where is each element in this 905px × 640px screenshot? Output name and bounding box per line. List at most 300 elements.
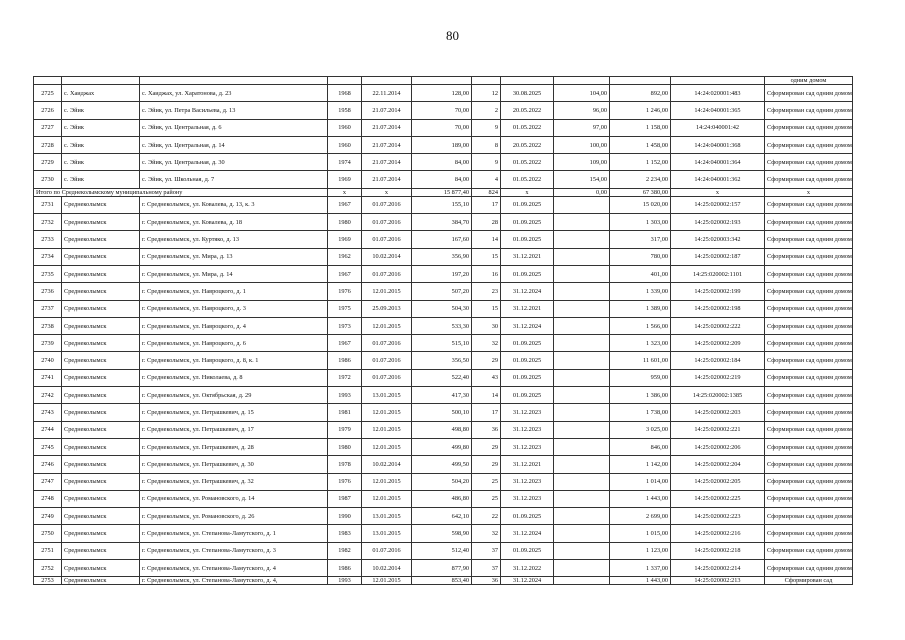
recognition-date-cell: 01.07.2016 (362, 265, 412, 282)
status-cell: Сформирован сад одним домом (765, 369, 853, 386)
status-cell: Сформирован сад одним домом (765, 248, 853, 265)
cost-per-m2-cell (554, 542, 610, 559)
build-year-cell: 1960 (328, 136, 362, 153)
cost-cell: 2 234,00 (610, 171, 671, 188)
residents-cell: 23 (472, 283, 501, 300)
area-cell: 384,70 (412, 214, 472, 231)
status-cell: Сформирован сад одним домом (765, 102, 853, 119)
address-cell: г. Среднеколымск, ул. Степанова-Ламутского, д. 1 (140, 525, 328, 542)
deadline-cell: 31.12.2021 (501, 300, 554, 317)
row-number-cell: 2733 (34, 231, 62, 248)
deadline-cell: 01.09.2025 (501, 352, 554, 369)
cost-cell: 846,00 (610, 438, 671, 455)
residents-cell: 9 (472, 154, 501, 171)
deadline-cell: 01.09.2025 (501, 542, 554, 559)
deadline-cell: 01.09.2025 (501, 387, 554, 404)
recognition-date-cell: 12.01.2015 (362, 438, 412, 455)
cadastral-number-cell: 14:25:020002:184 (671, 352, 765, 369)
cadastral-number-cell: 14:25:020002:221 (671, 421, 765, 438)
row-number-cell: 2739 (34, 335, 62, 352)
locality-cell: Среднеколымск (62, 317, 140, 334)
residents-cell: 37 (472, 542, 501, 559)
deadline-cell: 31.12.2023 (501, 404, 554, 421)
cost-cell: 780,00 (610, 248, 671, 265)
recognition-date-cell: 12.01.2015 (362, 421, 412, 438)
residents-cell: 29 (472, 438, 501, 455)
status-cell: Сформирован сад одним домом (765, 404, 853, 421)
locality-cell: с. Хаиджах (62, 85, 140, 102)
build-year-cell: 1969 (328, 231, 362, 248)
area-cell: 417,30 (412, 387, 472, 404)
cost-per-m2-cell (554, 369, 610, 386)
cost-per-m2-cell: 97,00 (554, 119, 610, 136)
locality-cell: Среднеколымск (62, 265, 140, 282)
table-row (34, 214, 853, 231)
locality-cell: Среднеколымск (62, 231, 140, 248)
recognition-date-cell: 21.07.2014 (362, 119, 412, 136)
deadline-cell: 31.12.2023 (501, 473, 554, 490)
area-cell: 70,00 (412, 102, 472, 119)
cost-cell: 3 025,00 (610, 421, 671, 438)
recognition-date-cell: 22.11.2014 (362, 85, 412, 102)
recognition-date-cell: 12.01.2015 (362, 490, 412, 507)
cost-cell: 1 246,00 (610, 102, 671, 119)
cost-cell: 1 458,00 (610, 136, 671, 153)
cost-cell: 1 303,00 (610, 214, 671, 231)
area-cell: 356,90 (412, 248, 472, 265)
recognition-date-cell: 13.01.2015 (362, 508, 412, 525)
residents-cell: 22 (472, 508, 501, 525)
build-year-cell: 1975 (328, 300, 362, 317)
table-row (34, 300, 853, 317)
area-cell: 70,00 (412, 119, 472, 136)
residents-cell: 29 (472, 352, 501, 369)
cadastral-number-cell: 14:25:020002:193 (671, 214, 765, 231)
locality-cell: Среднеколымск (62, 300, 140, 317)
cost-per-m2-cell: 100,00 (554, 136, 610, 153)
recognition-date-cell: 21.07.2014 (362, 171, 412, 188)
deadline-cell: 20.05.2022 (501, 102, 554, 119)
recognition-date-cell: 10.02.2014 (362, 456, 412, 473)
area-cell: 642,10 (412, 508, 472, 525)
row-number-cell: 2730 (34, 171, 62, 188)
cost-per-m2-cell (554, 335, 610, 352)
cost-cell: 1 339,00 (610, 283, 671, 300)
cost-per-m2-cell (554, 214, 610, 231)
area-cell: 522,40 (412, 369, 472, 386)
address-cell: г. Среднеколымск, ул. Ковалева, д. 18 (140, 214, 328, 231)
address-cell: г. Среднеколымск, ул. Навроцкого, д. 1 (140, 283, 328, 300)
deadline-cell: 01.09.2025 (501, 335, 554, 352)
area-cell: 512,40 (412, 542, 472, 559)
table-row (34, 335, 853, 352)
area-cell: 486,80 (412, 490, 472, 507)
residents-cell: 28 (472, 214, 501, 231)
residents-cell: 2 (472, 102, 501, 119)
deadline-cell: 31.12.2022 (501, 560, 554, 577)
status-cell: Сформирован сад одним домом (765, 421, 853, 438)
deadline-cell: 01.09.2025 (501, 265, 554, 282)
address-cell: г. Среднеколымск, ул. Навроцкого, д. 6 (140, 335, 328, 352)
row-number-cell: 2735 (34, 265, 62, 282)
table-row (34, 456, 853, 473)
residents-cell: 14 (472, 231, 501, 248)
recognition-date-cell: 21.07.2014 (362, 154, 412, 171)
area-cell: 84,00 (412, 154, 472, 171)
cost-cell: 1 386,00 (610, 387, 671, 404)
row-number-cell: 2732 (34, 214, 62, 231)
cost-per-m2-cell (554, 438, 610, 455)
cost-cell: 2 699,00 (610, 508, 671, 525)
table-row (34, 525, 853, 542)
address-cell: г. Среднеколымск, ул. Романовского, д. 26 (140, 508, 328, 525)
area-cell: 84,00 (412, 171, 472, 188)
row-number-cell: 2753 (34, 577, 62, 585)
deadline-cell: 01.09.2025 (501, 231, 554, 248)
row-number-cell: 2750 (34, 525, 62, 542)
build-year-cell: 1980 (328, 438, 362, 455)
locality-cell: Среднеколымск (62, 560, 140, 577)
status-cell: Сформирован сад одним домом (765, 387, 853, 404)
cost-cell: 15 020,00 (610, 196, 671, 213)
status-cell: Сформирован сад одним домом (765, 438, 853, 455)
total-row (34, 188, 853, 196)
total-cadastral-cell: x (671, 188, 765, 196)
page-number: 80 (446, 28, 459, 43)
deadline-cell: 31.12.2024 (501, 317, 554, 334)
cadastral-number-cell: 14:24:040001:365 (671, 102, 765, 119)
address-cell: г. Среднеколымск, ул. Петрашкевич, д. 28 (140, 438, 328, 455)
cadastral-number-cell: 14:25:020002:199 (671, 283, 765, 300)
table-row (34, 542, 853, 559)
area-cell: 356,50 (412, 352, 472, 369)
recognition-date-cell: 01.07.2016 (362, 335, 412, 352)
cost-per-m2-cell (554, 387, 610, 404)
build-year-cell: 1980 (328, 214, 362, 231)
recognition-date-cell: 01.07.2016 (362, 214, 412, 231)
address-cell: г. Среднеколымск, ул. Степанова-Ламутского, д. 4, (140, 577, 328, 585)
cost-per-m2-cell: 96,00 (554, 102, 610, 119)
recognition-date-cell: 13.01.2015 (362, 525, 412, 542)
cadastral-number-cell: 14:25:020002:206 (671, 438, 765, 455)
locality-cell: Среднеколымск (62, 421, 140, 438)
recognition-date-cell: 01.07.2016 (362, 352, 412, 369)
status-cell: Сформирован сад одним домом (765, 352, 853, 369)
cost-per-m2-cell (554, 231, 610, 248)
cost-cell: 1 015,00 (610, 525, 671, 542)
build-year-cell: 1982 (328, 542, 362, 559)
status-cell: Сформирован сад одним домом (765, 525, 853, 542)
total-label: Итого по Среднеколымскому муниципальному району (34, 188, 328, 196)
cadastral-number-cell: 14:25:020002:187 (671, 248, 765, 265)
residents-cell: 37 (472, 560, 501, 577)
build-year-cell: 1986 (328, 560, 362, 577)
area-cell: 167,60 (412, 231, 472, 248)
cadastral-number-cell: 14:25:020002:209 (671, 335, 765, 352)
status-cell: Сформирован сад одним домом (765, 265, 853, 282)
cost-per-m2-cell (554, 248, 610, 265)
locality-cell: Среднеколымск (62, 404, 140, 421)
locality-cell: Среднеколымск (62, 508, 140, 525)
build-year-cell: 1978 (328, 456, 362, 473)
row-number-cell: 2740 (34, 352, 62, 369)
table-row (34, 85, 853, 102)
status-cell: Сформирован сад одним домом (765, 490, 853, 507)
cost-per-m2-cell (554, 560, 610, 577)
cadastral-number-cell: 14:24:020001:483 (671, 85, 765, 102)
total-deadline-cell: x (501, 188, 554, 196)
total-status-cell: x (765, 188, 853, 196)
status-cell: одним домом (765, 77, 853, 85)
area-cell: 515,10 (412, 335, 472, 352)
table-row (34, 438, 853, 455)
deadline-cell: 01.05.2022 (501, 171, 554, 188)
deadline-cell: 01.05.2022 (501, 119, 554, 136)
address-cell: г. Среднеколымск, ул. Навроцкого, д. 8, к. 1 (140, 352, 328, 369)
row-number-cell: 2727 (34, 119, 62, 136)
address-cell: г. Среднеколымск, ул. Навроцкого, д. 4 (140, 317, 328, 334)
table-row (34, 196, 853, 213)
status-cell: Сформирован сад одним домом (765, 335, 853, 352)
residents-cell: 30 (472, 317, 501, 334)
build-year-cell: 1967 (328, 335, 362, 352)
residents-cell: 15 (472, 248, 501, 265)
area-cell: 128,00 (412, 85, 472, 102)
cost-cell: 1 142,00 (610, 456, 671, 473)
row-number-cell: 2731 (34, 196, 62, 213)
cadastral-number-cell: 14:25:020002:218 (671, 542, 765, 559)
cost-per-m2-cell (554, 404, 610, 421)
recognition-date-cell: 01.07.2016 (362, 231, 412, 248)
locality-cell: с. Эйик (62, 154, 140, 171)
deadline-cell: 31.12.2023 (501, 438, 554, 455)
residents-cell: 17 (472, 196, 501, 213)
residents-cell: 9 (472, 119, 501, 136)
cost-cell: 1 443,00 (610, 490, 671, 507)
deadline-cell: 31.12.2021 (501, 248, 554, 265)
residents-cell: 32 (472, 335, 501, 352)
status-cell: Сформирован сад одним домом (765, 508, 853, 525)
residents-cell: 8 (472, 136, 501, 153)
locality-cell: Среднеколымск (62, 438, 140, 455)
cost-cell: 1 389,00 (610, 300, 671, 317)
status-cell: Сформирован сад одним домом (765, 473, 853, 490)
locality-cell: Среднеколымск (62, 248, 140, 265)
cadastral-number-cell: 14:25:020002:157 (671, 196, 765, 213)
locality-cell: Среднеколымск (62, 456, 140, 473)
status-cell: Сформирован сад одним домом (765, 317, 853, 334)
cost-per-m2-cell (554, 508, 610, 525)
cost-cell: 317,00 (610, 231, 671, 248)
build-year-cell: 1967 (328, 196, 362, 213)
deadline-cell: 01.09.2025 (501, 196, 554, 213)
area-cell: 853,40 (412, 577, 472, 585)
housing-register-table (33, 76, 853, 585)
cost-per-m2-cell (554, 421, 610, 438)
status-cell: Сформирован сад одним домом (765, 283, 853, 300)
recognition-date-cell: 01.07.2016 (362, 369, 412, 386)
address-cell: г. Среднеколымск, ул. Мира, д. 13 (140, 248, 328, 265)
row-number-cell: 2745 (34, 438, 62, 455)
residents-cell: 4 (472, 171, 501, 188)
area-cell: 499,50 (412, 456, 472, 473)
cost-per-m2-cell: 109,00 (554, 154, 610, 171)
table-row (34, 577, 853, 585)
status-cell: Сформирован сад одним домом (765, 196, 853, 213)
deadline-cell: 31.12.2023 (501, 421, 554, 438)
total-date-cell: x (362, 188, 412, 196)
recognition-date-cell: 01.07.2016 (362, 196, 412, 213)
locality-cell: Среднеколымск (62, 196, 140, 213)
status-cell: Сформирован сад одним домом (765, 231, 853, 248)
area-cell: 155,10 (412, 196, 472, 213)
locality-cell: Среднеколымск (62, 525, 140, 542)
locality-cell: Среднеколымск (62, 387, 140, 404)
locality-cell: Среднеколымск (62, 352, 140, 369)
row-number-cell: 2752 (34, 560, 62, 577)
table-row (34, 404, 853, 421)
cadastral-number-cell: 14:25:020002:214 (671, 560, 765, 577)
table-row (34, 283, 853, 300)
area-cell: 499,80 (412, 438, 472, 455)
table-row (34, 265, 853, 282)
recognition-date-cell: 13.01.2015 (362, 387, 412, 404)
locality-cell: Среднеколымск (62, 214, 140, 231)
cost-per-m2-cell (554, 352, 610, 369)
cadastral-number-cell: 14:25:020002:204 (671, 456, 765, 473)
address-cell: г. Среднеколымск, ул. Октябрьская, д. 29 (140, 387, 328, 404)
cost-cell: 11 601,00 (610, 352, 671, 369)
table-row (34, 171, 853, 188)
residents-cell: 25 (472, 473, 501, 490)
row-number-cell: 2729 (34, 154, 62, 171)
cadastral-number-cell: 14:25:020002:223 (671, 508, 765, 525)
address-cell: с. Эйик, ул. Петра Васильева, д. 13 (140, 102, 328, 119)
deadline-cell: 01.09.2025 (501, 369, 554, 386)
build-year-cell: 1962 (328, 248, 362, 265)
address-cell: г. Среднеколымск, ул. Петрашкевич, д. 30 (140, 456, 328, 473)
cadastral-number-cell: 14:24:040001:42 (671, 119, 765, 136)
locality-cell: с. Эйик (62, 119, 140, 136)
recognition-date-cell: 12.01.2015 (362, 317, 412, 334)
cost-cell: 1 123,00 (610, 542, 671, 559)
address-cell: г. Среднеколымск, ул. Степанова-Ламутского, д. 3 (140, 542, 328, 559)
cost-cell: 401,00 (610, 265, 671, 282)
recognition-date-cell: 12.01.2015 (362, 283, 412, 300)
recognition-date-cell: 12.01.2015 (362, 577, 412, 585)
row-number-cell: 2734 (34, 248, 62, 265)
cadastral-number-cell: 14:25:020002:225 (671, 490, 765, 507)
deadline-cell: 01.09.2025 (501, 508, 554, 525)
cadastral-number-cell: 14:24:040001:362 (671, 171, 765, 188)
status-cell: Сформирован сад одним домом (765, 136, 853, 153)
status-cell: Сформирован сад одним домом (765, 300, 853, 317)
locality-cell: с. Эйик (62, 102, 140, 119)
recognition-date-cell: 12.01.2015 (362, 473, 412, 490)
address-cell: г. Среднеколымск, ул. Петрашкевич, д. 17 (140, 421, 328, 438)
cost-per-m2-cell (554, 265, 610, 282)
area-cell: 504,30 (412, 300, 472, 317)
cost-per-m2-cell (554, 525, 610, 542)
status-cell: Сформирован сад одним домом (765, 560, 853, 577)
address-cell: г. Среднеколымск, ул. Петрашкевич, д. 32 (140, 473, 328, 490)
total-area-cell: 15 877,40 (412, 188, 472, 196)
table-row (34, 317, 853, 334)
table-row (34, 231, 853, 248)
residents-cell: 36 (472, 577, 501, 585)
build-year-cell: 1973 (328, 317, 362, 334)
locality-cell: Среднеколымск (62, 335, 140, 352)
recognition-date-cell: 21.07.2014 (362, 102, 412, 119)
build-year-cell: 1974 (328, 154, 362, 171)
residents-cell: 16 (472, 265, 501, 282)
address-cell: г. Среднеколымск, ул. Мира, д. 14 (140, 265, 328, 282)
cadastral-number-cell: 14:25:020002:203 (671, 404, 765, 421)
locality-cell: Среднеколымск (62, 283, 140, 300)
locality-cell: Среднеколымск (62, 490, 140, 507)
area-cell: 500,10 (412, 404, 472, 421)
address-cell: с. Эйик, ул. Центральная, д. 6 (140, 119, 328, 136)
row-number-cell: 2736 (34, 283, 62, 300)
locality-cell: с. Эйик (62, 136, 140, 153)
build-year-cell: 1987 (328, 490, 362, 507)
cost-per-m2-cell (554, 196, 610, 213)
cadastral-number-cell: 14:24:040001:364 (671, 154, 765, 171)
cost-cell: 1 443,00 (610, 577, 671, 585)
residents-cell: 25 (472, 490, 501, 507)
recognition-date-cell: 01.07.2016 (362, 542, 412, 559)
cadastral-number-cell: 14:25:020002:222 (671, 317, 765, 334)
deadline-cell: 20.05.2022 (501, 136, 554, 153)
area-cell: 189,00 (412, 136, 472, 153)
status-cell: Сформирован сад одним домом (765, 171, 853, 188)
residents-cell: 36 (472, 421, 501, 438)
address-cell: с. Хаиджах, ул. Харатонова, д. 23 (140, 85, 328, 102)
cadastral-number-cell: 14:25:020002:198 (671, 300, 765, 317)
table-row (34, 352, 853, 369)
address-cell: г. Среднеколымск, ул. Романовского, д. 14 (140, 490, 328, 507)
build-year-cell: 1968 (328, 85, 362, 102)
row-number-cell: 2737 (34, 300, 62, 317)
cost-per-m2-cell (554, 300, 610, 317)
deadline-cell: 31.12.2024 (501, 577, 554, 585)
deadline-cell: 01.09.2025 (501, 214, 554, 231)
area-cell: 877,90 (412, 560, 472, 577)
status-cell: Сформирован сад одним домом (765, 214, 853, 231)
address-cell: г. Среднеколымск, ул. Навроцкого, д. 3 (140, 300, 328, 317)
locality-cell: Среднеколымск (62, 369, 140, 386)
status-cell: Сформирован сад одним домом (765, 542, 853, 559)
cost-cell: 892,00 (610, 85, 671, 102)
build-year-cell: 1981 (328, 404, 362, 421)
area-cell: 507,20 (412, 283, 472, 300)
table-row (34, 387, 853, 404)
cadastral-number-cell: 14:25:020002:1101 (671, 265, 765, 282)
cost-per-m2-cell: 104,00 (554, 85, 610, 102)
row-number-cell: 2742 (34, 387, 62, 404)
cost-per-m2-cell (554, 490, 610, 507)
cadastral-number-cell: 14:25:020002:219 (671, 369, 765, 386)
table-row (34, 136, 853, 153)
cadastral-number-cell: 14:25:020003:342 (671, 231, 765, 248)
locality-cell: Среднеколымск (62, 542, 140, 559)
status-cell: Сформирован сад одним домом (765, 456, 853, 473)
area-cell: 504,20 (412, 473, 472, 490)
continuation-row (34, 77, 853, 85)
row-number-cell: 2751 (34, 542, 62, 559)
address-cell: с. Эйик, ул. Школьная, д. 7 (140, 171, 328, 188)
locality-cell: Среднеколымск (62, 473, 140, 490)
